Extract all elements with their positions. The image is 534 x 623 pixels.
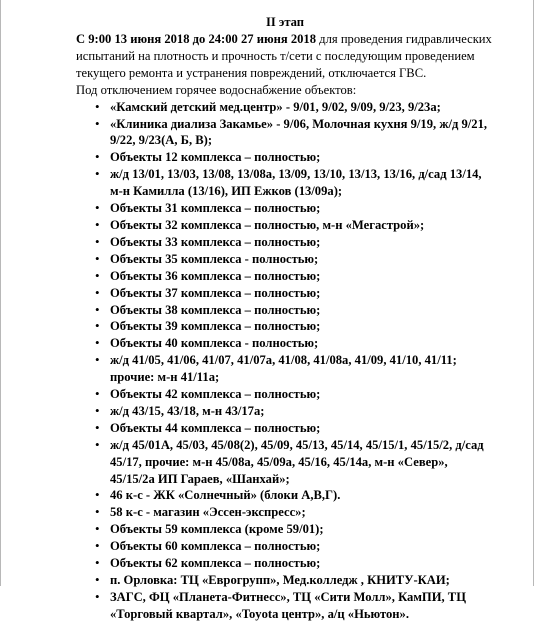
list-item-text: Объекты 31 комплекса – полностью; [110, 201, 321, 216]
list-item [76, 403, 494, 420]
bullet-icon: • [95, 572, 100, 587]
list-item-text: Объекты 37 комплекса – полностью; [110, 285, 321, 300]
objects-subheading: Под отключением горячее водоснабжение объектов: [76, 82, 357, 97]
list-item [76, 285, 494, 302]
list-item-text: «Клиника диализа Закамье» - 9/06, Молочная кухня 9/19, ж/д 9/21, 9/22, 9/23(А, Б, В); [110, 116, 488, 148]
bullet-icon: • [95, 284, 100, 300]
page-edge-left [0, 0, 1, 586]
list-item [76, 217, 494, 234]
list-item-text: Объекты 12 комплекса – полностью; [110, 150, 321, 165]
bullet-icon: • [95, 200, 100, 216]
bullet-icon: • [95, 402, 100, 418]
list-item-text: п. Орловка: ТЦ «Еврогрупп», Мед.колледж , КНИТУ-КАИ; [110, 573, 450, 587]
list-item [76, 487, 494, 504]
list-item-text: Объекты 44 комплекса – полностью; [110, 420, 321, 435]
list-item [76, 268, 494, 285]
list-item [76, 251, 494, 268]
list-item-text: ж/д 41/05, 41/06, 41/07, 41/07а, 41/08, 41/08а, 41/09, 41/10, 41/11; прочие: м-н 41/11а; [110, 353, 457, 385]
list-item-text: Объекты 36 комплекса – полностью; [110, 268, 321, 283]
list-item-text: ЗАГС, ФЦ «Планета-Фитнесс», ТЦ «Сити Молл», КамПИ, ТЦ «Торговый квартал», «Toyota центр», а/ц «Ньютон». [110, 589, 466, 621]
bullet-icon: • [95, 149, 100, 165]
list-item [76, 572, 494, 589]
list-item [76, 318, 494, 335]
list-item-text: Объекты 33 комплекса – полностью; [110, 234, 321, 249]
list-item-text: Объекты 39 комплекса – полностью; [110, 319, 321, 334]
list-item-text: «Камский детский мед.центр» - 9/01, 9/02, 9/09, 9/23, 9/23а; [110, 99, 441, 114]
list-item-text: ж/д 13/01, 13/03, 13/08, 13/08а, 13/09, 13/10, 13/13, 13/16, д/сад 13/14, м-н Камилла (13/16), ИП Ежков (13/09а); [110, 167, 482, 199]
bullet-icon: • [95, 386, 100, 402]
list-item [76, 352, 494, 386]
intro-period: С 9:00 13 июня 2018 до 24:00 27 июня 2018 [76, 32, 317, 46]
bullet-icon: • [95, 487, 100, 503]
bullet-icon: • [95, 538, 100, 554]
list-item [76, 200, 494, 217]
list-item [76, 555, 494, 572]
objects-list [76, 99, 494, 623]
list-item [76, 589, 494, 623]
bullet-icon: • [95, 588, 100, 604]
list-item [76, 234, 494, 251]
list-item [76, 335, 494, 352]
bullet-icon: • [95, 166, 100, 182]
bullet-icon: • [95, 301, 100, 317]
list-item [76, 99, 494, 116]
list-item [76, 166, 494, 200]
bullet-icon: • [95, 555, 100, 571]
bullet-icon: • [95, 419, 100, 435]
bullet-icon: • [95, 267, 100, 283]
list-item [76, 521, 494, 538]
list-item-text: Объекты 59 комплекса (кроме 59/01); [110, 522, 324, 537]
list-item [76, 437, 494, 488]
bullet-icon: • [95, 115, 100, 131]
list-item-text: ж/д 43/15, 43/18, м-н 43/17а; [110, 403, 265, 418]
bullet-icon: • [95, 318, 100, 334]
list-item-text: Объекты 38 комплекса – полностью; [110, 302, 321, 317]
bullet-icon: • [95, 250, 100, 266]
list-item [76, 538, 494, 555]
bullet-icon: • [95, 352, 100, 368]
list-item [76, 420, 494, 437]
bullet-icon: • [95, 98, 100, 114]
list-item-text: Объекты 35 комплекса - полностью; [110, 251, 319, 266]
bullet-icon: • [95, 335, 100, 351]
stage-heading: II этап [265, 15, 305, 29]
list-item-text: Объекты 32 комплекса – полностью, м-н «Мегастрой»; [110, 217, 425, 232]
list-item-text: Объекты 60 комплекса – полностью; [110, 539, 321, 554]
list-item [76, 149, 494, 166]
list-item [76, 386, 494, 403]
list-item-text: 58 к-с - магазин «Эссен-экспресс»; [110, 505, 306, 520]
list-item [76, 302, 494, 319]
list-item-text: Объекты 40 комплекса - полностью; [110, 336, 319, 351]
list-item [76, 504, 494, 521]
bullet-icon: • [95, 436, 100, 452]
bullet-icon: • [95, 216, 100, 232]
list-item-text: Объекты 62 комплекса – полностью; [110, 556, 321, 571]
intro-paragraph [76, 31, 494, 82]
document-body [76, 14, 494, 623]
bullet-icon: • [95, 504, 100, 520]
bullet-icon: • [95, 521, 100, 537]
list-item-text: ж/д 45/01А, 45/03, 45/08(2), 45/09, 45/13, 45/14, 45/15/1, 45/15/2, д/сад 45/17, прочие: м-н 45/08а, 45/09а, 45/16, 45/14а, м-н «Север», 45/15/2а ИП Гараев, «Шанхай»; [110, 437, 484, 486]
list-item [76, 116, 494, 150]
intro-text: для проведения гидравлических испытаний на плотность и прочность т/сети с последующим проведением текущего ремонта и устранения повреждений, отключается ГВС. [76, 32, 492, 80]
bullet-icon: • [95, 233, 100, 249]
list-item-text: Объекты 42 комплекса – полностью; [110, 387, 321, 402]
list-item-text: 46 к-с - ЖК «Солнечный» (блоки А,В,Г). [110, 488, 341, 503]
